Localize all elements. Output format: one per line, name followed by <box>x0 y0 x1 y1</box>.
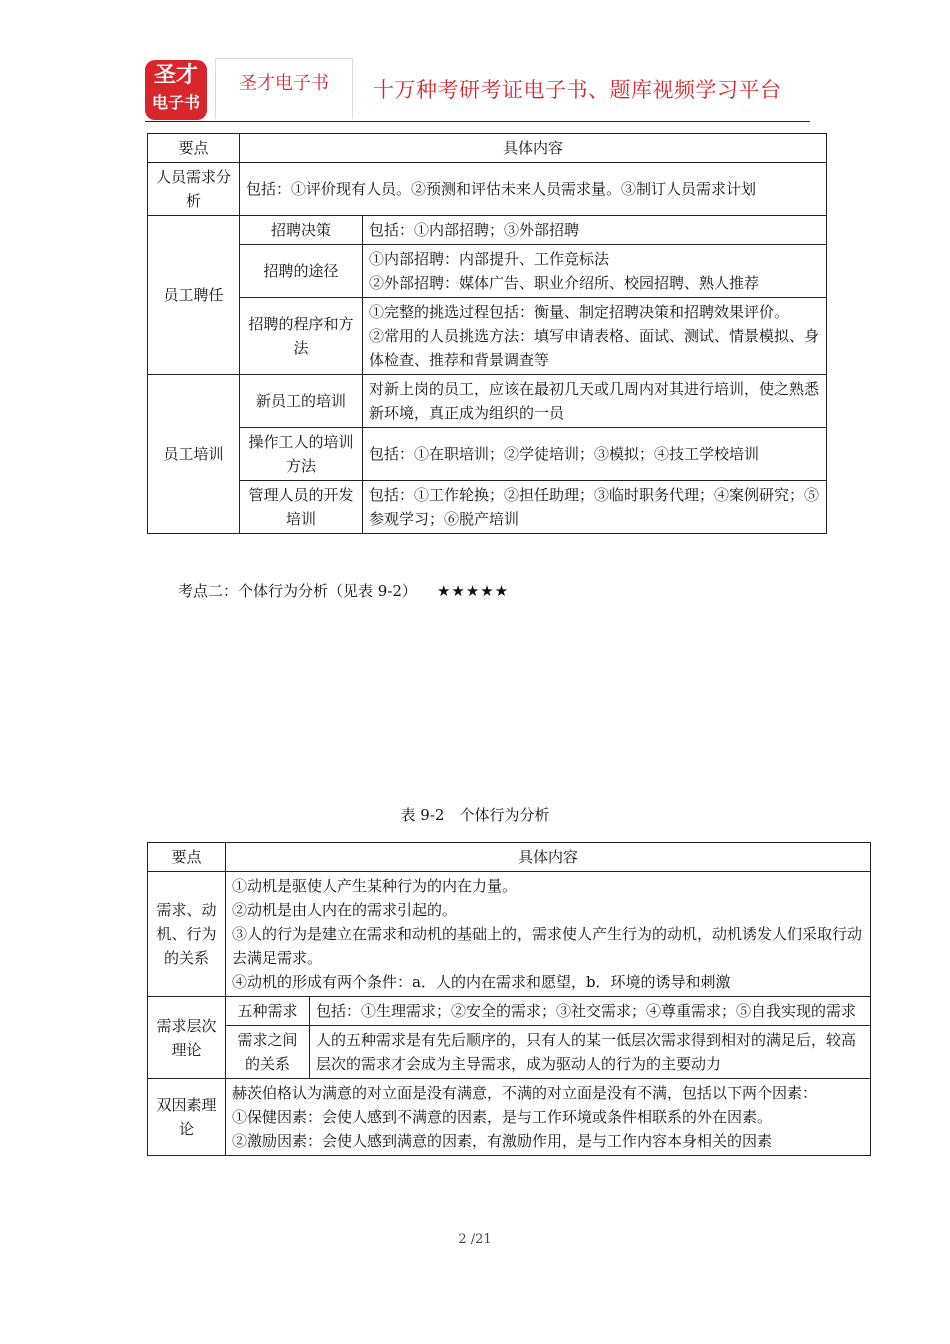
header-cell-content: 具体内容 <box>226 843 871 872</box>
brand-name-box <box>215 58 353 119</box>
table-caption: 表 9-2 个体行为分析 <box>400 806 550 824</box>
table-row <box>148 1079 871 1156</box>
content-cell <box>363 245 827 298</box>
content-line: ③人的行为是建立在需求和动机的基础上的，需求使人产生行为的动机，动机诱发人们采取行动去满足需求。 <box>232 925 863 967</box>
table-row <box>148 245 827 298</box>
content-line: ①动机是驱使人产生某种行为的内在力量。 <box>232 877 518 895</box>
personnel-management-table <box>147 133 827 534</box>
point-cell: 需求层次理论 <box>148 997 226 1079</box>
sub-point-cell: 招聘的途径 <box>240 245 363 298</box>
content-cell: 人的五种需求是有先后顺序的，只有人的某一低层次需求得到相对的满足后，较高层次的需求才会成为主导需求，成为驱动人的行为的主要动力 <box>310 1026 871 1079</box>
point-cell: 员工培训 <box>148 375 240 534</box>
content-line: ④动机的形成有两个条件：a．人的内在需求和愿望，b．环境的诱导和刺激 <box>232 973 731 991</box>
sub-point-cell: 操作工人的培训方法 <box>240 428 363 481</box>
content-cell: 包括：①工作轮换；②担任助理；③临时职务代理；④案例研究；⑤参观学习；⑥脱产培训 <box>363 481 827 534</box>
section-heading-text: 考点二：个体行为分析（见表 9-2） <box>178 582 417 600</box>
point-cell: 需求、动机、行为的关系 <box>148 872 226 997</box>
content-line: ②常用的人员挑选方法：填写申请表格、面试、测试、情景模拟、身体检查、推荐和背景调查等 <box>369 327 820 369</box>
table-row <box>148 872 871 997</box>
point-cell: 员工聘任 <box>148 216 240 375</box>
sub-point-cell: 招聘决策 <box>240 216 363 245</box>
content-cell: 包括：①在职培训；②学徒培训；③模拟；④技工学校培训 <box>363 428 827 481</box>
content-cell <box>226 872 871 997</box>
table-row <box>148 375 827 428</box>
page-number: 2 /21 <box>458 1232 492 1247</box>
section-heading <box>178 580 509 601</box>
logo-line-2: 电子书 <box>151 93 200 112</box>
content-line: ①完整的挑选过程包括：衡量、制定招聘决策和招聘效果评价。 <box>369 303 790 321</box>
content-cell <box>363 298 827 375</box>
content-line: ②外部招聘：媒体广告、职业介绍所、校园招聘、熟人推荐 <box>369 274 760 292</box>
content-line: ②动机是由人内在的需求引起的。 <box>232 901 458 919</box>
table-header-row <box>148 134 827 163</box>
sub-point-cell: 管理人员的开发培训 <box>240 481 363 534</box>
sub-point-cell: 新员工的培训 <box>240 375 363 428</box>
sub-point-cell: 招聘的程序和方法 <box>240 298 363 375</box>
table-row <box>148 1026 871 1079</box>
table-row <box>148 481 827 534</box>
header-cell-point: 要点 <box>148 843 226 872</box>
point-cell: 人员需求分析 <box>148 163 240 216</box>
point-cell: 双因素理论 <box>148 1079 226 1156</box>
content-cell: 对新上岗的员工，应该在最初几天或几周内对其进行培训，使之熟悉新环境，真正成为组织的一员 <box>363 375 827 428</box>
table-row <box>148 997 871 1026</box>
table-header-row <box>148 843 871 872</box>
header-cell-point: 要点 <box>148 134 240 163</box>
content-line: ①内部招聘：内部提升、工作竞标法 <box>369 250 610 268</box>
header-divider <box>145 121 810 122</box>
content-cell: 包括：①内部招聘；③外部招聘 <box>363 216 827 245</box>
content-cell <box>226 1079 871 1156</box>
sub-point-cell: 需求之间的关系 <box>226 1026 310 1079</box>
content-line: ①保健因素：会使人感到不满意的因素，是与工作环境或条件相联系的外在因素。 <box>232 1108 773 1126</box>
table-row <box>148 163 827 216</box>
header-cell-content: 具体内容 <box>240 134 827 163</box>
sub-point-cell: 五种需求 <box>226 997 310 1026</box>
page-header <box>145 58 810 120</box>
content-line: 赫茨伯格认为满意的对立面是没有满意，不满的对立面是没有不满，包括以下两个因素： <box>232 1084 818 1102</box>
content-cell: 包括：①生理需求；②安全的需求；③社交需求；④尊重需求；⑤自我实现的需求 <box>310 997 871 1026</box>
table-row <box>148 298 827 375</box>
brand-name: 圣才电子书 <box>239 73 329 94</box>
content-line: ②激励因素：会使人感到满意的因素，有激励作用，是与工作内容本身相关的因素 <box>232 1132 773 1150</box>
table-row <box>148 428 827 481</box>
content-cell: 包括：①评价现有人员。②预测和评估未来人员需求量。③制订人员需求计划 <box>240 163 827 216</box>
brand-logo <box>145 60 207 120</box>
logo-line-1: 圣才 <box>153 63 198 88</box>
header-slogan: 十万种考研考证电子书、题库视频学习平台 <box>373 78 782 102</box>
table-row <box>148 216 827 245</box>
individual-behavior-table <box>147 842 871 1156</box>
importance-stars: ★★★★★ <box>436 582 510 600</box>
